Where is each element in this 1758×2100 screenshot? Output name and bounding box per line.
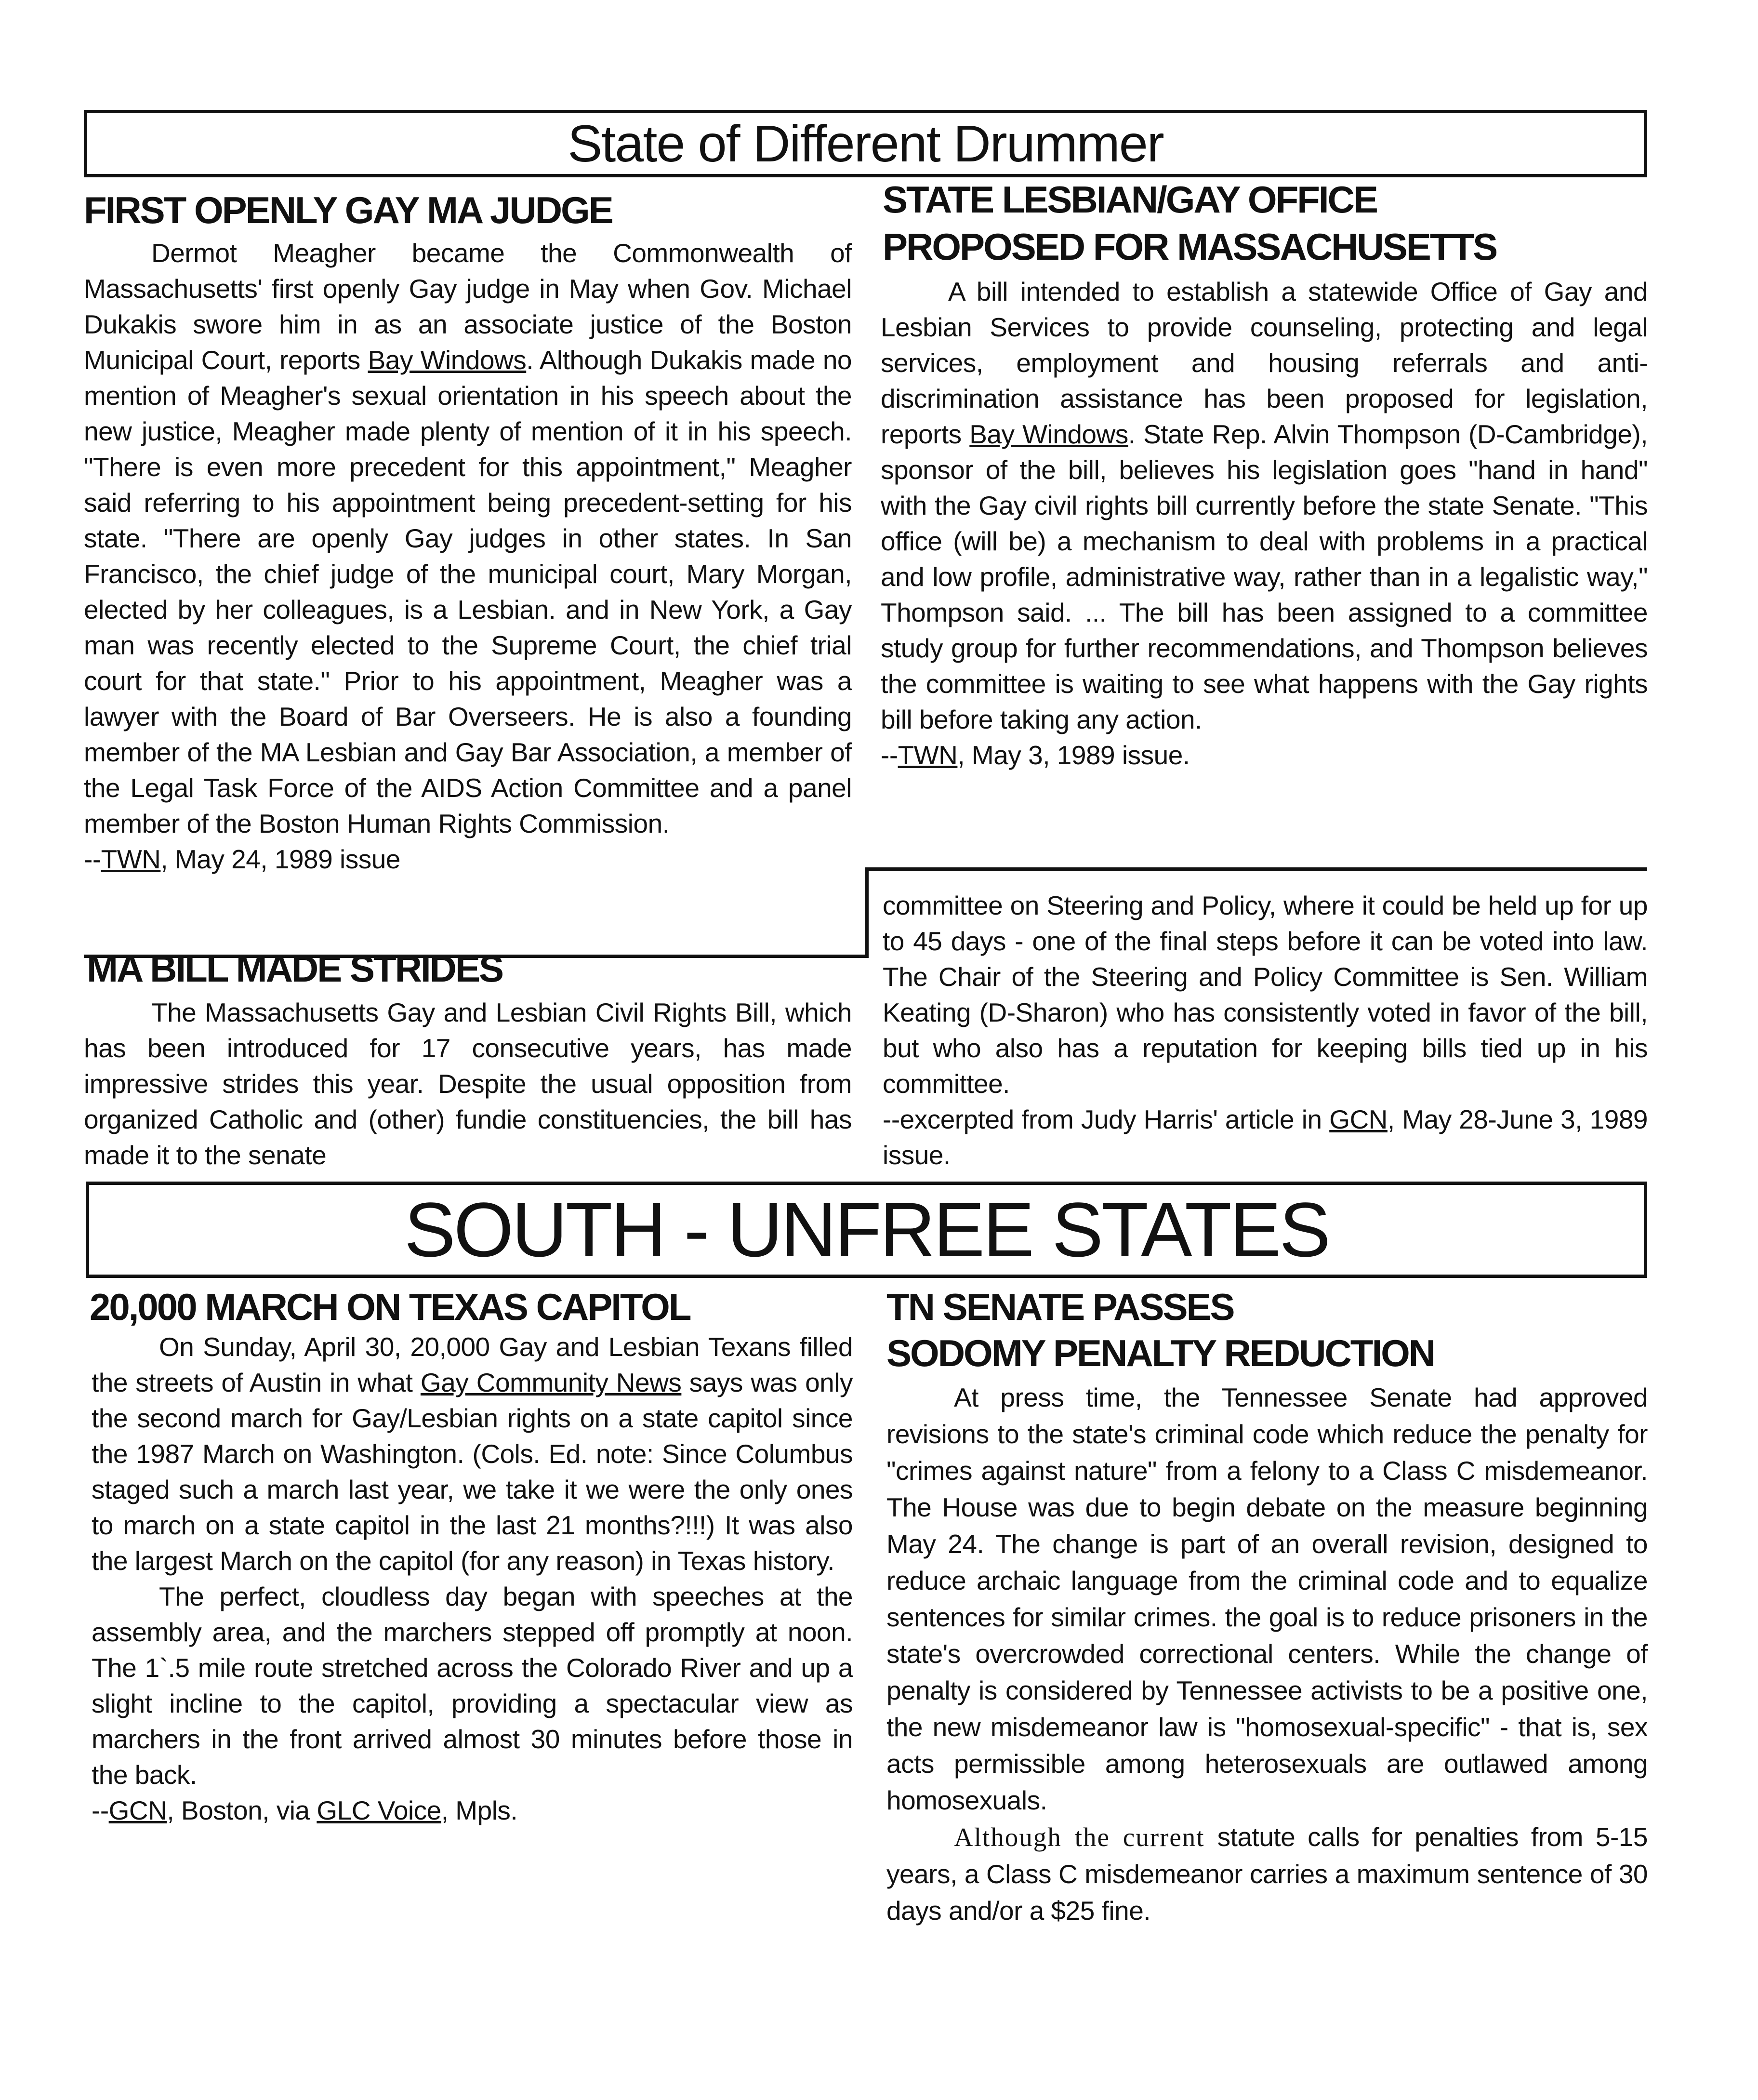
article-heading: MA BILL MADE STRIDES (87, 947, 503, 990)
publication-name: GCN (108, 1795, 167, 1825)
text: -- (92, 1795, 109, 1825)
publication-name: TWN (898, 740, 958, 770)
publication-name: Gay Community News (420, 1368, 682, 1397)
publication-name: GCN (1329, 1104, 1388, 1134)
article-paragraph (84, 235, 852, 841)
article-paragraph: The Massachusetts Gay and Lesbian Civil Rights Bill, which has been introduced for 17 consecutive years, has made impressive strides this year. Despite the usual opposition from organized Catholic and (other) fundie constituencies, the bill has made it to the senate (84, 997, 852, 1170)
divider-rule (865, 867, 1647, 871)
article-source (883, 1102, 1648, 1173)
text: , May 24, 1989 issue (160, 844, 400, 874)
text: . State Rep. Alvin Thompson (D-Cambridge), sponsor of the bill, believes his legislation goes "hand in hand" with the Gay civil rights bill currently before the state Senate. "This office (will be) a mechanism to deal with problems in a practical and low profile, administrative way, rather than in a legalistic way," Thompson said. ... The bill has been assigned to a committee study group for further recommendations, and Thompson believes the committee is waiting to see what happens with the Gay rights bill before taking any action. (881, 419, 1648, 734)
publication-name: GLC Voice (317, 1795, 441, 1825)
article-paragraph (881, 274, 1648, 737)
article-body-office (881, 274, 1648, 773)
article-source (84, 841, 852, 877)
article-heading-line1: TN SENATE PASSES (886, 1286, 1234, 1328)
text: , May 28-June 3, 1989 issue. (883, 1104, 1648, 1170)
publication-name: TWN (101, 844, 161, 874)
text: On Sunday, April 30, 20,000 Gay and Lesbian Texans filled the streets of Austin in what (92, 1332, 853, 1397)
text: Dermot Meagher became the Commonwealth of Massachusetts' first openly Gay judge in May when Gov. Michael Dukakis swore him in as an associate justice of the Boston Municipal Court, reports (84, 238, 852, 375)
article-paragraph (92, 1329, 853, 1579)
publication-name: Bay Windows (969, 419, 1128, 449)
article-heading-line1: STATE LESBIAN/GAY OFFICE (883, 178, 1377, 221)
article-paragraph: committee on Steering and Policy, where it could be held up for up to 45 days - one of the final steps before it can be voted into law. The Chair of the Steering and Policy Committee is Sen. William Keating (D-Sharon) who has consistently voted in favor of the bill, but who also has a reputation for keeping bills tied up in his committee. (883, 891, 1648, 1099)
article-heading-line2: PROPOSED FOR MASSACHUSETTS (883, 226, 1497, 268)
article-paragraph: The perfect, cloudless day began with speeches at the assembly area, and the marchers stepped off promptly at noon. The 1`.5 mile route stretched across the Colorado River and up a slight incline to the capitol, providing a spectacular view as marchers in the front arrived almost 30 minutes before those in the back. (92, 1582, 853, 1790)
text: , Mpls. (441, 1795, 518, 1825)
text: A bill intended to establish a statewide Office of Gay and Lesbian Services to provide counseling, protecting and legal services, employment and housing referrals and anti-discrimination assistance has been proposed for legislation, reports (881, 277, 1648, 449)
text: Although the current (954, 1822, 1205, 1852)
text: , May 3, 1989 issue. (957, 740, 1190, 770)
article-paragraph: At press time, the Tennessee Senate had approved revisions to the state's criminal code which reduce the penalty for "crimes against nature" from a felony to a Class C misdemeanor. The House was due to begin debate on the measure beginning May 24. The change is part of an overall revision, designed to reduce archaic language from the criminal code and to equalize sentences for similar crimes. the goal is to reduce prisoners in the state's overcrowded correctional centers. While the change of penalty is considered by Tennessee activists to be a positive one, the new misdemeanor law is "homosexual-specific" - that is, sex acts permissible among heterosexuals are outlawed among homosexuals. (886, 1382, 1648, 1815)
section-title: State of Different Drummer (568, 114, 1163, 173)
text: --excerpted from Judy Harris' article in (883, 1104, 1330, 1134)
article-body-texas (92, 1329, 853, 1828)
article-heading: FIRST OPENLY GAY MA JUDGE (84, 189, 612, 231)
text: -- (881, 740, 898, 770)
section-title: SOUTH - UNFREE STATES (404, 1186, 1329, 1273)
article-heading-line2: SODOMY PENALTY REDUCTION (886, 1332, 1435, 1374)
section-banner-south-unfree-states (86, 1182, 1647, 1278)
text: , Boston, via (167, 1795, 317, 1825)
text: statute calls for penalties from 5-15 years, a Class C misdemeanor carries a maximum sentence of 30 days and/or a $25 fine. (886, 1822, 1648, 1926)
article-paragraph (886, 1819, 1648, 1929)
text: -- (84, 844, 101, 874)
text: says was only the second march for Gay/Lesbian rights on a state capitol since the 1987 March on Washington. (Cols. Ed. note: Since Columbus staged such a march last year, we take it we were the only ones to march on a state capitol in the last 21 months?!!!) It was also the largest March on the capitol (for any reason) in Texas history. (92, 1368, 853, 1576)
article-source (881, 737, 1648, 773)
article-source (92, 1793, 853, 1828)
article-body-bill-part2 (883, 888, 1648, 1173)
publication-name: Bay Windows (368, 345, 527, 375)
article-body-tennessee (886, 1379, 1648, 1929)
article-heading: 20,000 MARCH ON TEXAS CAPITOL (90, 1286, 690, 1328)
divider-rule (865, 867, 869, 958)
article-body-bill-part1 (84, 995, 852, 1173)
article-body-meagher (84, 235, 852, 877)
section-banner-state-of-different-drummer (84, 110, 1647, 177)
text: . Although Dukakis made no mention of Meagher's sexual orientation in his speech about the new justice, Meagher made plenty of mention of it in his speech. "There is even more precedent for this appointment," Meagher said referring to his appointment being precedent-setting for his state. "There are openly Gay judges in other states. In San Francisco, the chief judge of the municipal court, Mary Morgan, elected by her colleagues, is a Lesbian. and in New York, a Gay man was recently elected to the Supreme Court, the chief trial court for that state." Prior to his appointment, Meagher was a lawyer with the Board of Bar Overseers. He is also a founding member of the MA Lesbian and Gay Bar Association, a member of the Legal Task Force of the AIDS Action Committee and a panel member of the Boston Human Rights Commission. (84, 345, 852, 838)
